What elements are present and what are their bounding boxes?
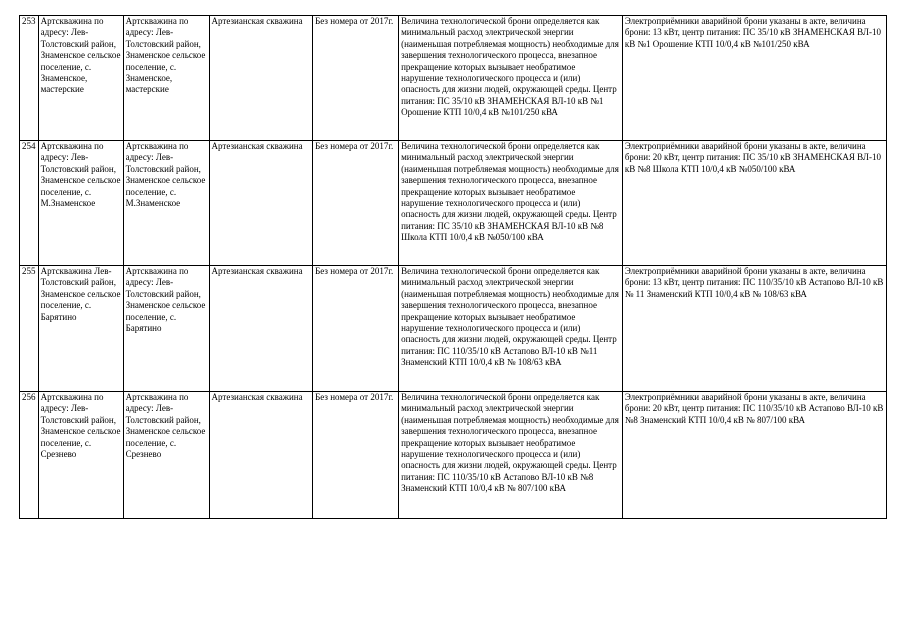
object-type-cell: Артезианская скважина: [209, 16, 313, 141]
row-number-cell: 255: [20, 266, 39, 392]
reserve-description-cell: Величина технологической брони определяется как минимальный расход электрической энергии (наименьшая потребляемая мощность) необходимые для завершения технологического процесса, внезапное прекращение которых вызывает необратимое нарушение технологического процесса и (или) опасность для жизни людей, окружающей среды. Центр питания: ПС 35/10 кВ ЗНАМЕНСКАЯ ВЛ-10 кВ №8 Школа КТП 10/0,4 кВ №050/100 кВА: [399, 141, 623, 266]
row-number-cell: 256: [20, 392, 39, 519]
object-address-cell: Артскважина по адресу: Лев-Толстовский район, Знаменское сельское поселение, с. Знаменское, мастерские: [123, 16, 209, 141]
act-document-cell: Без номера от 2017г.: [313, 16, 399, 141]
table-row: [20, 392, 887, 519]
reserve-description-cell: Величина технологической брони определяется как минимальный расход электрической энергии (наименьшая потребляемая мощность) необходимые для завершения технологического процесса, внезапное прекращение которых вызывает необратимое нарушение технологического процесса и (или) опасность для жизни людей, окружающей среды. Центр питания: ПС 110/35/10 кВ Астапово ВЛ-10 кВ №8 Знаменский КТП 10/0,4 кВ № 807/100 кВА: [399, 392, 623, 519]
act-document-cell: Без номера от 2017г.: [313, 266, 399, 392]
act-document-cell: Без номера от 2017г.: [313, 141, 399, 266]
table-row: [20, 141, 887, 266]
object-address-cell: Артскважина по адресу: Лев-Толстовский район, Знаменское сельское поселение, с. М.Знаменское: [123, 141, 209, 266]
object-type-cell: Артезианская скважина: [209, 141, 313, 266]
object-name-cell: Артскважина Лев-Толстовский район, Знаменское сельское поселение, с. Барятино: [38, 266, 123, 392]
table-row: [20, 16, 887, 141]
act-document-cell: Без номера от 2017г.: [313, 392, 399, 519]
object-address-cell: Артскважина по адресу: Лев-Толстовский район, Знаменское сельское поселение, с. Срезнево: [123, 392, 209, 519]
object-type-cell: Артезианская скважина: [209, 392, 313, 519]
row-number-cell: 254: [20, 141, 39, 266]
object-type-cell: Артезианская скважина: [209, 266, 313, 392]
object-name-cell: Артскважина по адресу: Лев-Толстовский район, Знаменское сельское поселение, с. Знаменское, мастерские: [38, 16, 123, 141]
reserve-description-cell: Величина технологической брони определяется как минимальный расход электрической энергии (наименьшая потребляемая мощность) необходимые для завершения технологического процесса, внезапное прекращение которых вызывает необратимое нарушение технологического процесса и (или) опасность для жизни людей, окружающей среды. Центр питания: ПС 110/35/10 кВ Астапово ВЛ-10 кВ №11 Знаменский КТП 10/0,4 кВ № 108/63 кВА: [399, 266, 623, 392]
object-name-cell: Артскважина по адресу: Лев-Толстовский район, Знаменское сельское поселение, с. Срезнево: [38, 392, 123, 519]
reserve-note-cell: Электроприёмники аварийной брони указаны в акте, величина брони: 13 кВт, центр питания: ПС 110/35/10 кВ Астапово ВЛ-10 кВ № 11 Знаменский КТП 10/0,4 кВ № 108/63 кВА: [622, 266, 886, 392]
reserve-note-cell: Электроприёмники аварийной брони указаны в акте, величина брони: 20 кВт, центр питания: ПС 35/10 кВ ЗНАМЕНСКАЯ ВЛ-10 кВ №8 Школа КТП 10/0,4 кВ №050/100 кВА: [622, 141, 886, 266]
row-number-cell: 253: [20, 16, 39, 141]
object-address-cell: Артскважина по адресу: Лев-Толстовский район, Знаменское сельское поселение, с. Барятино: [123, 266, 209, 392]
emergency-reserve-table: [19, 15, 887, 519]
reserve-note-cell: Электроприёмники аварийной брони указаны в акте, величина брони: 13 кВт, центр питания: ПС 35/10 кВ ЗНАМЕНСКАЯ ВЛ-10 кВ №1 Орошение КТП 10/0,4 кВ №101/250 кВА: [622, 16, 886, 141]
reserve-note-cell: Электроприёмники аварийной брони указаны в акте, величина брони: 20 кВт, центр питания: ПС 110/35/10 кВ Астапово ВЛ-10 кВ №8 Знаменский КТП 10/0,4 кВ № 807/100 кВА: [622, 392, 886, 519]
reserve-description-cell: Величина технологической брони определяется как минимальный расход электрической энергии (наименьшая потребляемая мощность) необходимые для завершения технологического процесса, внезапное прекращение которых вызывает необратимое нарушение технологического процесса и (или) опасность для жизни людей, окружающей среды. Центр питания: ПС 35/10 кВ ЗНАМЕНСКАЯ ВЛ-10 кВ №1 Орошение КТП 10/0,4 кВ №101/250 кВА: [399, 16, 623, 141]
table-row: [20, 266, 887, 392]
object-name-cell: Артскважина по адресу: Лев-Толстовский район, Знаменское сельское поселение, с. М.Знаменское: [38, 141, 123, 266]
